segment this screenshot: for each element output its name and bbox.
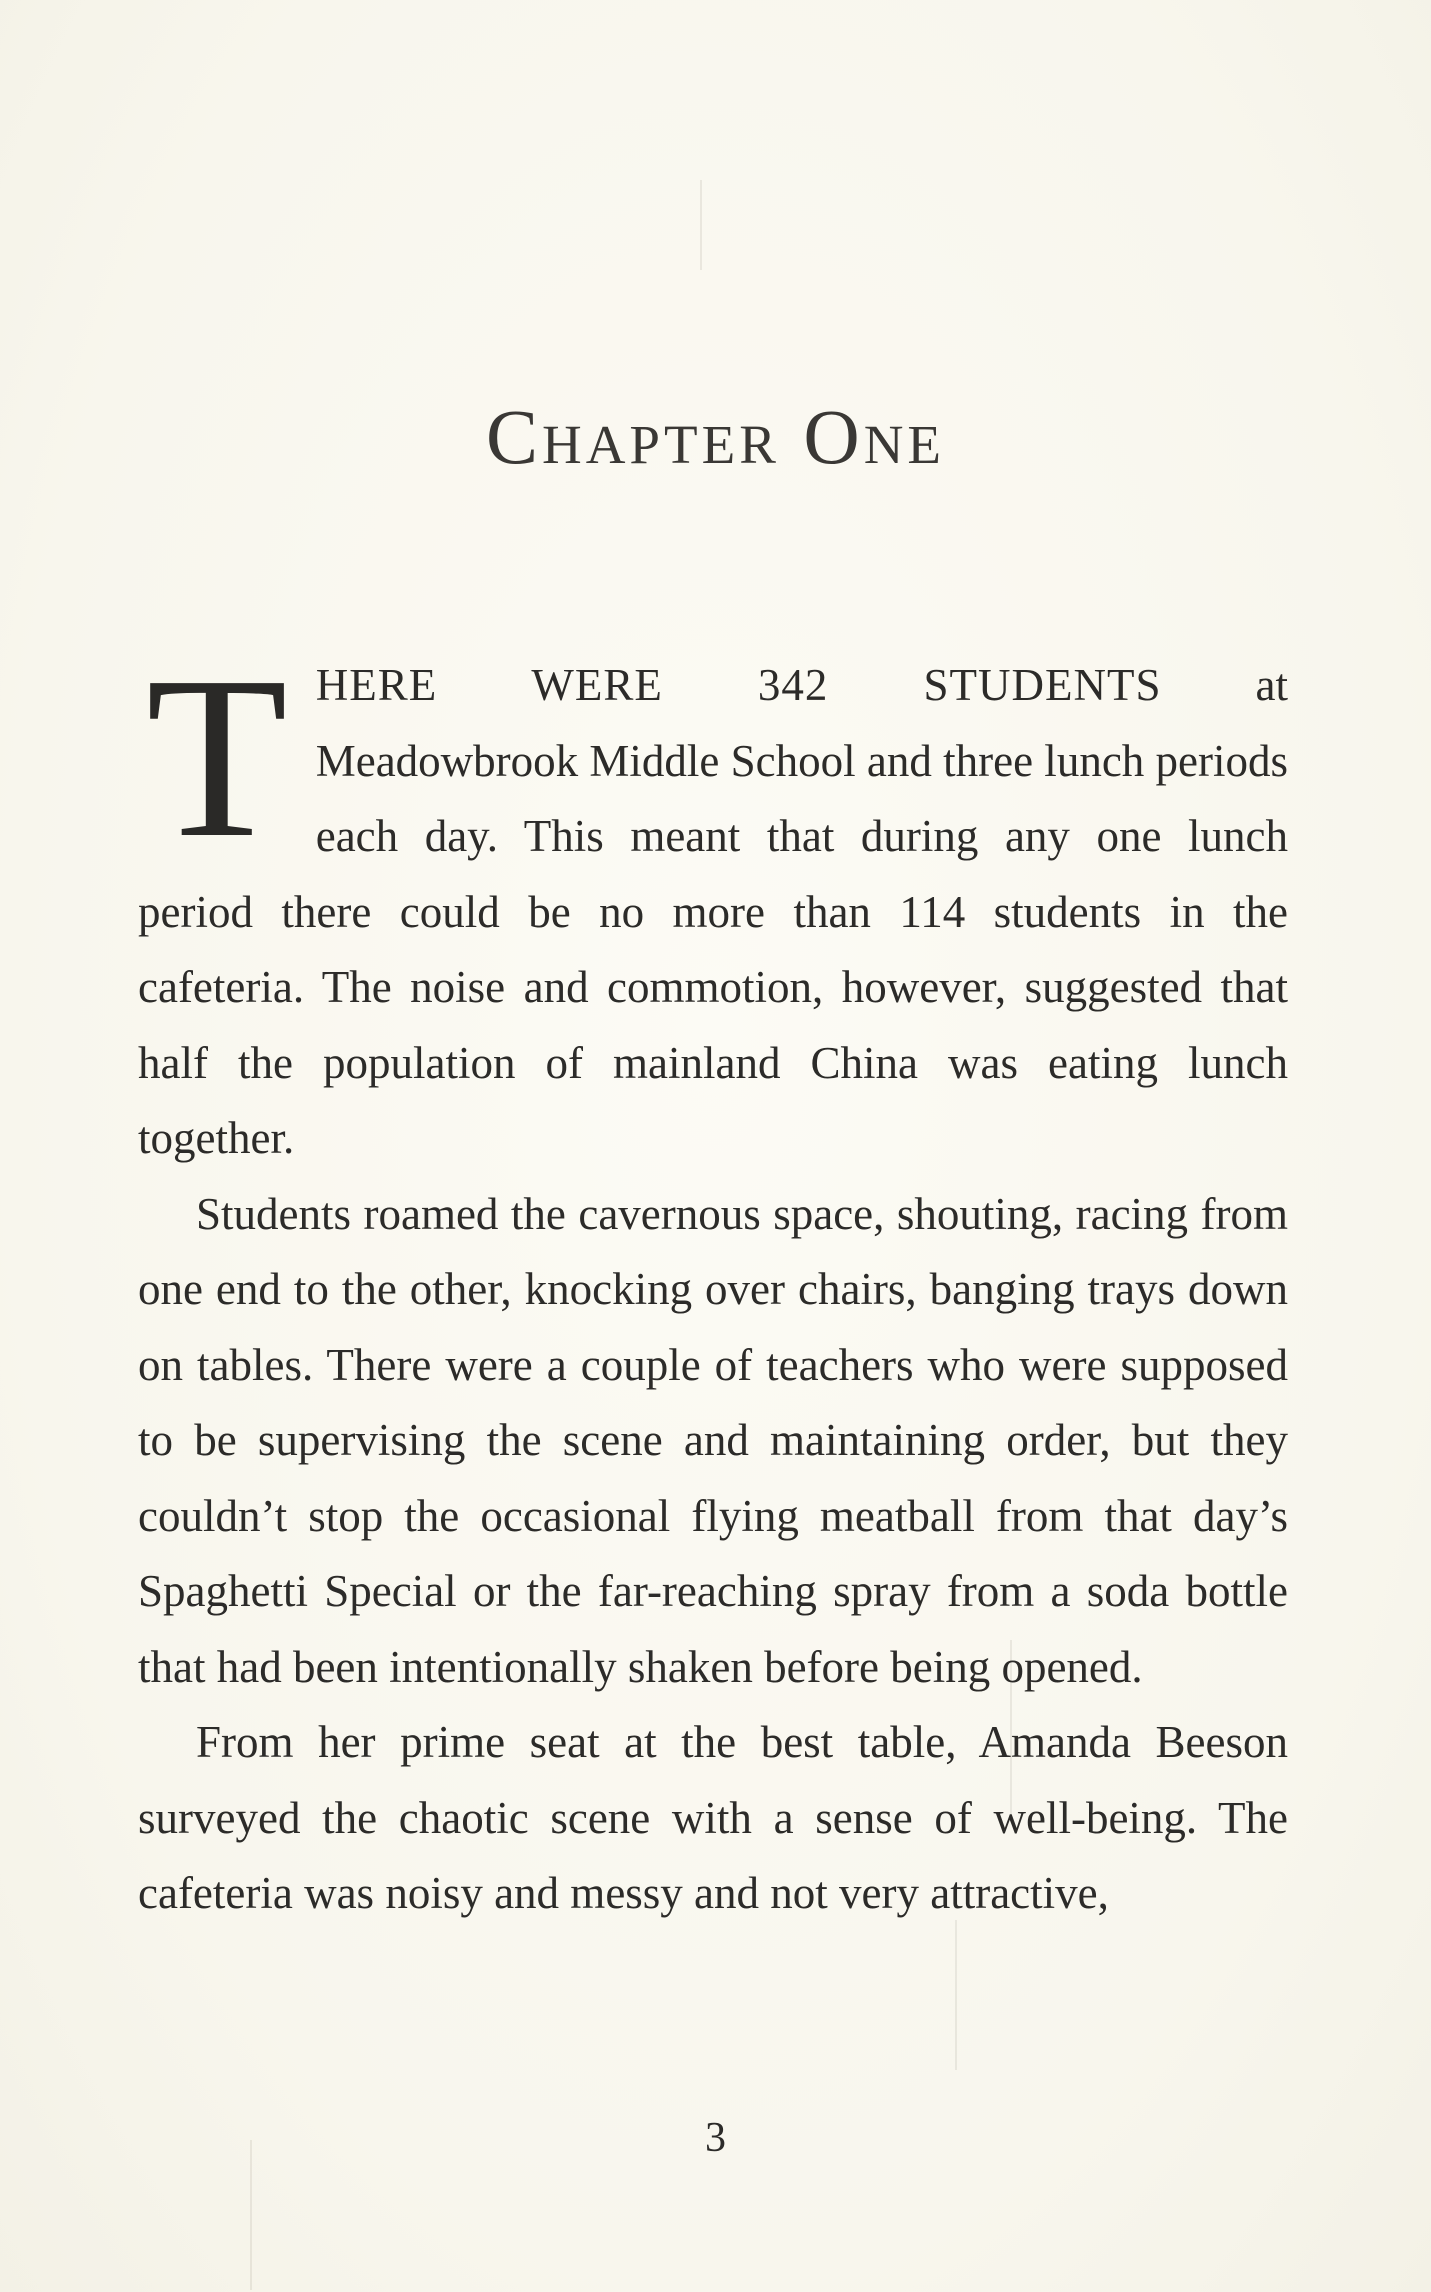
scan-artifact [250, 2140, 252, 2290]
page-number: 3 [705, 2115, 726, 2161]
paragraph-3: From her prime seat at the best table, Amanda Beeson surveyed the chaotic scene with a sense of well-being. The cafeteria was noisy and messy and not very attractive, [138, 1717, 1288, 1918]
paragraph-2: Students roamed the cavernous space, shouting, racing from one end to the other, knocking over chairs, banging trays down on tables. There were a couple of teachers who were supposed to be supervising the scene and maintaining order, but they couldn’t stop the occasional flying meatball from that day’s Spaghetti Special or the far-reaching spray from a soda bottle that had been intentionally shaken before being opened. [138, 1188, 1288, 1692]
paragraph-1 [138, 629, 1289, 1177]
scan-artifact [700, 180, 702, 270]
paragraph-1-text: Meadowbrook Middle School and three lunch periods each day. This meant that during any one lunch period there could be no more than 114 students in the cafeteria. The noise and commotion, however, suggested that half the population of mainland China was eating lunch together. [138, 735, 1289, 1163]
scan-artifact [955, 1920, 957, 2070]
drop-cap: T [146, 629, 288, 886]
opening-line-rest: at [1161, 660, 1288, 710]
opening-caps: HERE WERE 342 STUDENTS [315, 660, 1162, 710]
chapter-title: Chapter One [485, 393, 946, 480]
opening-line [138, 648, 1288, 724]
body-text [138, 629, 1289, 1932]
